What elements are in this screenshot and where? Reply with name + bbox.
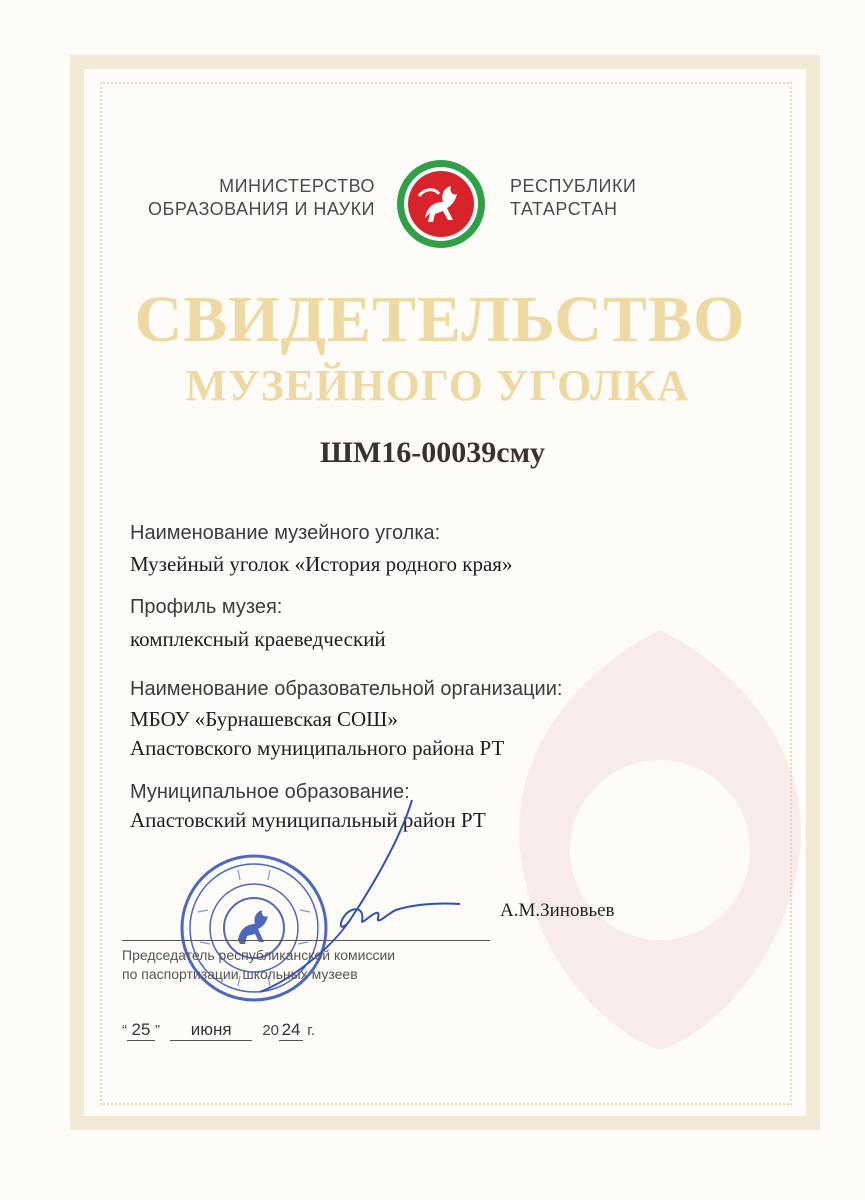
header xyxy=(0,155,865,255)
certificate-number: ШМ16-00039сму xyxy=(320,436,545,469)
municipality-value: Апастовский муниципальный район РТ xyxy=(130,808,486,832)
org-label: Наименование образовательной организации: xyxy=(130,678,563,700)
ministry-line-2: ОБРАЗОВАНИЯ И НАУКИ xyxy=(148,199,375,219)
corner-name-value: Музейный уголок «История родного края» xyxy=(130,552,513,576)
title-sub: МУЗЕЙНОГО УГОЛКА xyxy=(185,361,690,410)
date-suffix: г. xyxy=(307,1022,316,1039)
date-year-suffix: 24 xyxy=(279,1020,303,1041)
republic-line-2: ТАТАРСТАН xyxy=(510,199,618,219)
signature-line xyxy=(122,940,490,941)
profile-value: комплексный краеведческий xyxy=(130,627,386,651)
municipality-label: Муниципальное образование: xyxy=(130,781,410,803)
org-value-line-1: МБОУ «Бурнашевская СОШ» xyxy=(130,707,398,731)
chair-line-1: Председатель республиканской комиссии xyxy=(122,947,396,963)
republic-name xyxy=(510,175,636,221)
issue-date xyxy=(122,1020,315,1041)
corner-name-label: Наименование музейного уголка: xyxy=(130,522,441,544)
tatarstan-emblem-icon xyxy=(395,158,487,250)
title-main: СВИДЕТЕЛЬСТВО xyxy=(134,283,746,356)
ministry-name xyxy=(148,175,375,221)
chair-line-2: по паспортизации школьных музеев xyxy=(122,966,358,982)
republic-line-1: РЕСПУБЛИКИ xyxy=(510,176,637,196)
date-year-prefix: 20 xyxy=(262,1022,280,1039)
ministry-line-1: МИНИСТЕРСТВО xyxy=(219,176,375,196)
org-value-line-2: Апастовского муниципального района РТ xyxy=(130,736,505,760)
profile-label: Профиль музея: xyxy=(130,596,283,618)
date-day: 25 xyxy=(127,1020,155,1041)
date-close-quote: ” xyxy=(155,1022,160,1039)
signer-name: А.М.Зиновьев xyxy=(500,900,615,921)
date-month: июня xyxy=(170,1020,252,1041)
chair-title xyxy=(122,946,395,984)
date-open-quote: “ xyxy=(122,1022,127,1039)
